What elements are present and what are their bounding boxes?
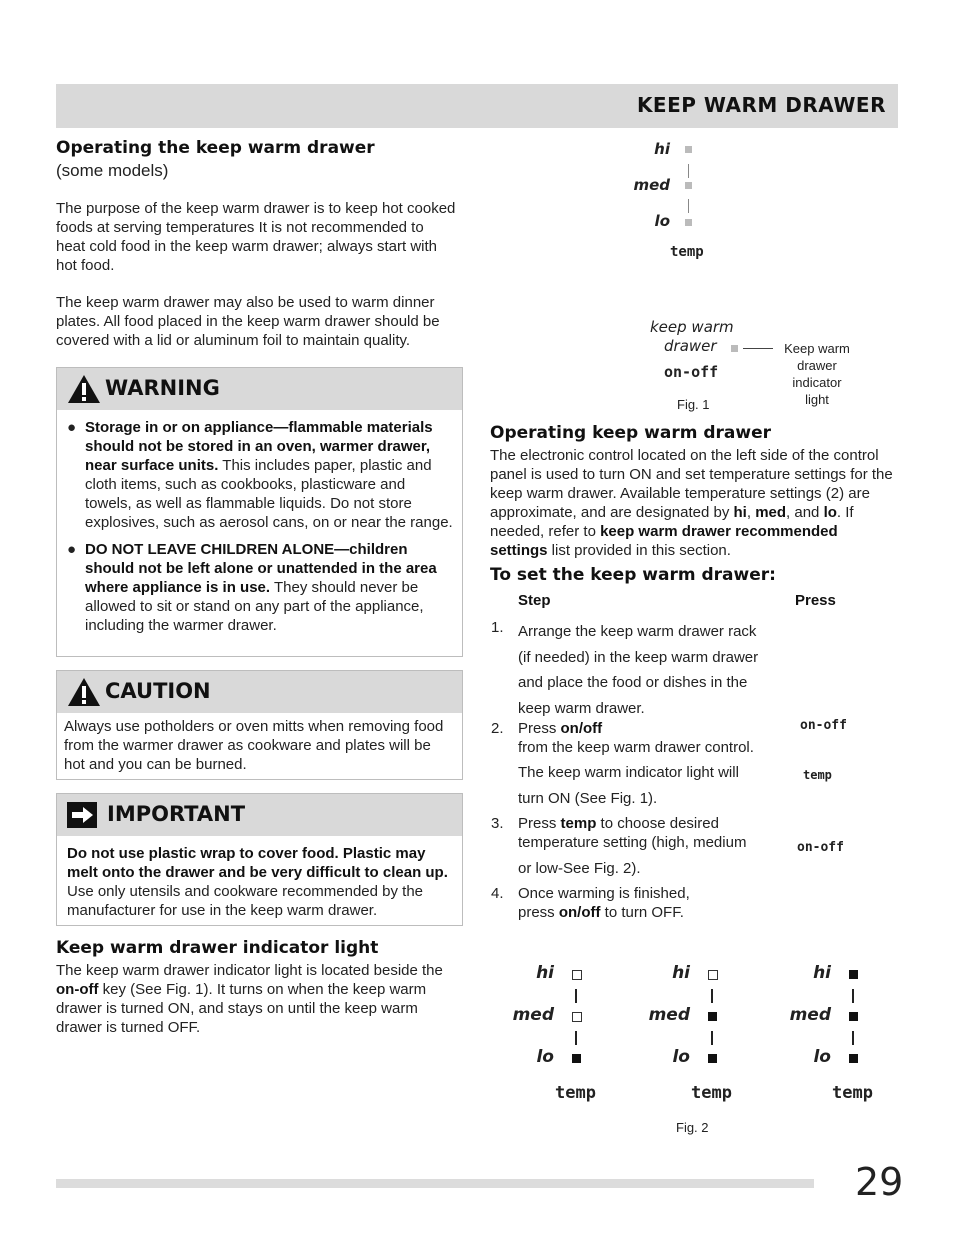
fig2-p1-lo: lo bbox=[536, 1047, 554, 1067]
page-number: 29 bbox=[855, 1160, 904, 1204]
caution-label: CAUTION bbox=[105, 679, 211, 703]
section-para-2: The keep warm drawer may also be used to warm dinner plates. All food placed in the keep warm drawer should be covered with a lid or aluminum foil to maintain quality. bbox=[56, 294, 440, 349]
step-header: Step bbox=[518, 592, 551, 609]
step-1-text: Arrange the keep warm drawer rack (if needed) in the keep warm drawer and place the food or dishes in the keep warm drawer. bbox=[518, 623, 759, 717]
step-3-press-onoff: on-off bbox=[797, 840, 844, 855]
fig2-p2-lo: lo bbox=[672, 1047, 690, 1067]
fig2-p1-temp: temp bbox=[555, 1083, 596, 1103]
fig1-caption: Fig. 1 bbox=[677, 397, 710, 412]
fig1-line-2 bbox=[688, 199, 689, 213]
fig2-p1-med-indicator bbox=[572, 1012, 582, 1022]
fig2-p3-lo: lo bbox=[813, 1047, 831, 1067]
warning-bullet-2-text: They should never be allowed to sit or stand on any part of the appliance, including the warmer drawer. bbox=[85, 579, 424, 634]
fig1-line-1 bbox=[688, 164, 689, 178]
fig1-temp-key: temp bbox=[670, 244, 704, 260]
step-2-press-temp: temp bbox=[803, 768, 832, 782]
important-box bbox=[56, 793, 463, 926]
fig2-panel-2 bbox=[636, 955, 756, 1105]
fig1-keepwarm-indicator bbox=[731, 345, 738, 352]
fig1-keepwarm-label-2: drawer bbox=[664, 337, 717, 355]
step-3-number: 3. bbox=[491, 815, 504, 832]
warning-body bbox=[67, 418, 455, 635]
caution-header bbox=[57, 671, 462, 713]
important-header bbox=[57, 794, 462, 836]
fig2-p3-temp: temp bbox=[832, 1083, 873, 1103]
section-para-1: The purpose of the keep warm drawer is to keep hot cooked foods at serving temperatures It is not recommended to heat cold food in the keep warm drawer; always start with hot food. bbox=[56, 200, 456, 274]
warning-bullet-2-bold: DO NOT LEAVE CHILDREN ALONE—children should not be left alone or unattended in the area where appliance is in use. bbox=[85, 541, 437, 596]
figure-1 bbox=[600, 136, 900, 416]
fig2-panel-3 bbox=[777, 955, 897, 1105]
header-bar bbox=[56, 84, 898, 128]
warning-triangle-icon bbox=[67, 374, 101, 404]
fig1-lo-indicator bbox=[685, 219, 692, 226]
step-4-line-2: press on/off to turn OFF. bbox=[518, 904, 684, 921]
fig2-p1-hi: hi bbox=[536, 963, 554, 983]
fig2-p2-hi: hi bbox=[672, 963, 690, 983]
caution-triangle-icon bbox=[67, 677, 101, 707]
page-title: KEEP WARM DRAWER bbox=[636, 93, 886, 117]
step-4-line-1: Once warming is finished, bbox=[518, 885, 690, 902]
set-title: To set the keep warm drawer: bbox=[490, 565, 776, 585]
fig2-p1-hi-indicator bbox=[572, 970, 582, 980]
step-3-line-2: temperature setting (high, medium bbox=[518, 834, 747, 851]
important-label: IMPORTANT bbox=[107, 802, 246, 826]
op-text: The electronic control located on the left side of the control panel is used to turn ON and set temperature settings for the keep warm drawer. Available temperature settings (2) are approximate, and are designated by hi, med, and lo. If needed, refer to keep warm drawer recommended settings list provided in this section. bbox=[490, 447, 893, 559]
fig2-p2-lo-indicator bbox=[708, 1054, 717, 1063]
op-title: Operating keep warm drawer bbox=[490, 423, 771, 443]
footer-rule bbox=[56, 1179, 814, 1188]
warning-bullet-1-text: This includes paper, plastic and cloth items, such as cookbooks, plasticware and towels, as well as flammable liquids. Do not store explosives, such as aerosol cans, on or near the range. bbox=[85, 457, 453, 531]
fig1-indicator-light-label: Keep warm drawer indicator light bbox=[784, 341, 850, 407]
step-3-line-1: Press temp to choose desired bbox=[518, 815, 719, 832]
section-title-operating: Operating the keep warm drawer bbox=[56, 138, 375, 158]
fig1-lo-label: lo bbox=[654, 212, 670, 230]
arrow-right-icon bbox=[67, 802, 97, 828]
fig2-p3-hi: hi bbox=[813, 963, 831, 983]
fig2-p2-med: med bbox=[648, 1005, 690, 1025]
figure-2 bbox=[500, 955, 900, 1115]
fig2-p3-hi-indicator bbox=[849, 970, 858, 979]
fig1-keepwarm-label-1: keep warm bbox=[650, 318, 734, 336]
fig2-p3-lo-indicator bbox=[849, 1054, 858, 1063]
fig2-p3-med: med bbox=[789, 1005, 831, 1025]
fig2-caption: Fig. 2 bbox=[676, 1120, 709, 1135]
warning-label: WARNING bbox=[105, 376, 220, 400]
step-2-press-onoff: on-off bbox=[800, 718, 847, 733]
fig2-p2-hi-indicator bbox=[708, 970, 718, 980]
step-2-line-1: Press on/off bbox=[518, 720, 603, 737]
fig1-hi-indicator bbox=[685, 146, 692, 153]
press-header: Press bbox=[795, 592, 836, 609]
fig1-med-indicator bbox=[685, 182, 692, 189]
step-3-line-3: or low-See Fig. 2). bbox=[518, 860, 641, 877]
section-subtitle: (some models) bbox=[56, 161, 169, 180]
fig1-hi-label: hi bbox=[654, 140, 670, 158]
warning-bullet-1: ● Storage in or on appliance—flammable materials should not be stored in an oven, warmer drawer, near surface units. This includes paper, plastic and cloth items, such as cookbooks, plasticware and towels, as well as flammable liquids. Do not store explosives, such as aerosol cans, on or near the range. bbox=[67, 419, 453, 531]
fig1-med-label: med bbox=[633, 176, 670, 194]
fig1-onoff-key: on-off bbox=[664, 363, 719, 381]
indicator-onoff: on-off bbox=[56, 981, 99, 998]
caution-text: Always use potholders or oven mitts when removing food from the warmer drawer as cookware and plates will be hot and you can be burned. bbox=[64, 718, 444, 773]
fig2-p1-lo-indicator bbox=[572, 1054, 581, 1063]
fig2-p1-med: med bbox=[512, 1005, 554, 1025]
step-4-number: 4. bbox=[491, 885, 504, 902]
fig2-p2-temp: temp bbox=[691, 1083, 732, 1103]
fig1-leader-line bbox=[743, 348, 773, 349]
fig2-p2-med-indicator bbox=[708, 1012, 717, 1021]
indicator-text: The keep warm drawer indicator light is located beside the on-off key (See Fig. 1). It turns on when the keep warm drawer is turned ON, and stays on until the keep warm drawer is turned OFF. bbox=[56, 962, 443, 1036]
step-2-line-3: The keep warm indicator light will bbox=[518, 764, 739, 781]
warning-header bbox=[57, 368, 462, 410]
step-1-number: 1. bbox=[491, 619, 504, 636]
warning-box bbox=[56, 367, 463, 657]
important-body bbox=[67, 844, 457, 920]
warning-bullet-1-bold: Storage in or on appliance—flammable materials should not be stored in an oven, warmer drawer, near surface units. bbox=[85, 419, 433, 474]
indicator-title: Keep warm drawer indicator light bbox=[56, 938, 379, 958]
fig2-panel-1 bbox=[500, 955, 620, 1105]
caution-box bbox=[56, 670, 463, 780]
important-bold: Do not use plastic wrap to cover food. Plastic may melt onto the drawer and be very difficult to clean up. bbox=[67, 845, 448, 881]
warning-bullet-2: ● DO NOT LEAVE CHILDREN ALONE—children should not be left alone or unattended in the area where appliance is in use. They should never be allowed to sit or stand on any part of the appliance, including the warmer drawer. bbox=[67, 541, 437, 634]
step-2-number: 2. bbox=[491, 720, 504, 737]
step-2-line-4: turn ON (See Fig. 1). bbox=[518, 790, 658, 807]
step-2-line-2: from the keep warm drawer control. bbox=[518, 739, 754, 756]
important-text: Use only utensils and cookware recommended by the manufacturer for use in the keep warm drawer. bbox=[67, 883, 424, 919]
fig2-p3-med-indicator bbox=[849, 1012, 858, 1021]
